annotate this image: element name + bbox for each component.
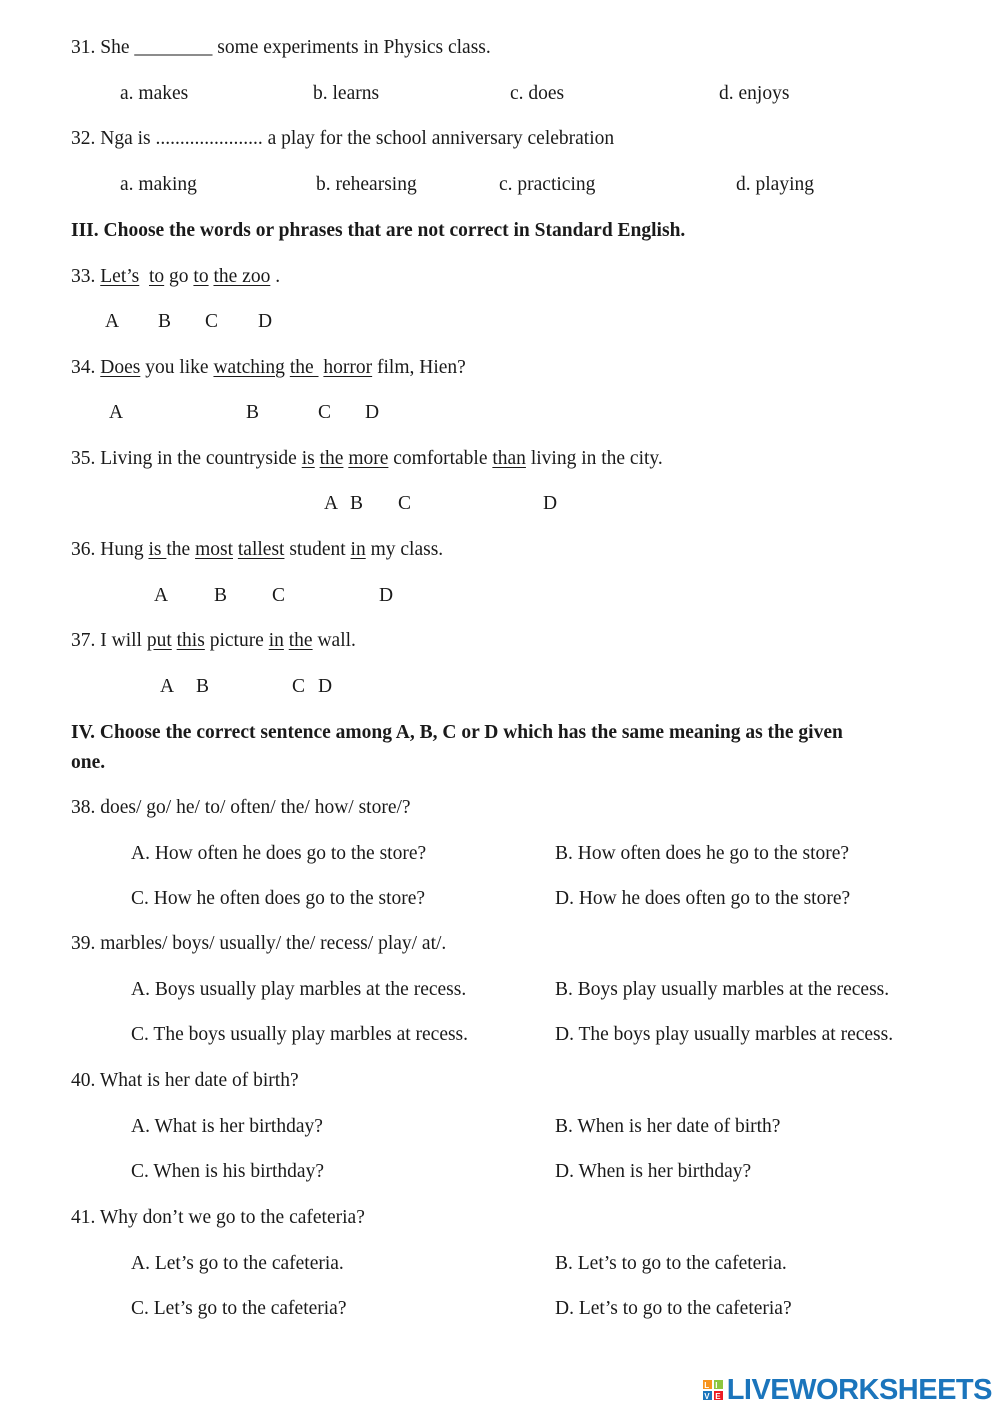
- q31-option-a: a. makes: [120, 83, 189, 104]
- q41-option-c: C. Let’s go to the cafeteria?: [131, 1298, 347, 1319]
- q34-text-1: you like: [145, 357, 209, 378]
- q37-sentence: [71, 629, 356, 653]
- q37-part-d: the: [288, 630, 313, 651]
- q33-sentence: [71, 265, 280, 289]
- q38-stem: 38. does/ go/ he/ to/ often/ the/ how/ store/?: [71, 797, 411, 818]
- liveworksheets-logo: [702, 1373, 992, 1407]
- q36-part-a: is: [148, 539, 167, 560]
- q35-text-1: comfortable: [393, 448, 488, 469]
- q33-part-b: to: [149, 266, 165, 287]
- q33-letter-d: D: [258, 311, 273, 332]
- liveworksheets-logo-icon: [702, 1378, 724, 1402]
- q35-letter-b: B: [350, 493, 364, 514]
- q37-text-1: picture: [209, 630, 264, 651]
- q40-stem: 40. What is her date of birth?: [71, 1070, 299, 1091]
- q34-letter-a: A: [109, 402, 124, 423]
- q37-part-c: in: [268, 630, 284, 651]
- q39-option-c: C. The boys usually play marbles at recess.: [131, 1024, 469, 1045]
- q37-number: 37. I will: [71, 630, 142, 651]
- q35-letter-d: D: [543, 493, 558, 514]
- section-4-heading-line2: one.: [71, 752, 106, 773]
- q40-option-b: B. When is her date of birth?: [555, 1116, 781, 1137]
- q36-number: 36. Hung: [71, 539, 144, 560]
- section-3-heading: III. Choose the words or phrases that are not correct in Standard English.: [71, 220, 686, 241]
- q36-text-2: student: [289, 539, 346, 560]
- q37-part-a: put: [146, 630, 172, 651]
- q40-option-a: A. What is her birthday?: [131, 1116, 323, 1137]
- q34-letter-b: B: [246, 402, 260, 423]
- q32-option-b: b. rehearsing: [316, 174, 417, 195]
- q33-period: .: [275, 266, 281, 287]
- q34-letter-d: D: [365, 402, 380, 423]
- q37-letter-b: B: [196, 676, 210, 697]
- q36-letter-c: C: [272, 585, 286, 606]
- svg-text:I: I: [714, 1381, 718, 1390]
- q34-part-c: the: [289, 357, 319, 378]
- q35-sentence: [71, 447, 663, 471]
- q34-text-2: film, Hien?: [377, 357, 466, 378]
- q34-number: 34.: [71, 357, 96, 378]
- q35-number: 35. Living in the countryside: [71, 448, 297, 469]
- q33-text: go: [169, 266, 189, 287]
- svg-text:V: V: [703, 1392, 710, 1401]
- q37-letter-a: A: [160, 676, 175, 697]
- q32-option-d: d. playing: [736, 174, 814, 195]
- q37-part-b: this: [176, 630, 205, 651]
- q34-part-d: horror: [323, 357, 373, 378]
- q31-option-d: d. enjoys: [719, 83, 790, 104]
- q35-part-c: more: [348, 448, 389, 469]
- q35-letter-c: C: [398, 493, 412, 514]
- q39-option-b: B. Boys play usually marbles at the recess.: [555, 979, 890, 1000]
- q37-letter-c: C: [292, 676, 306, 697]
- q33-letter-b: B: [158, 311, 172, 332]
- q36-text-1: the: [166, 539, 191, 560]
- q33-part-d: the zoo: [213, 266, 271, 287]
- q35-text-2: living in the city.: [530, 448, 663, 469]
- q34-part-b: watching: [213, 357, 285, 378]
- q35-letter-a: A: [324, 493, 339, 514]
- q41-option-a: A. Let’s go to the cafeteria.: [131, 1253, 344, 1274]
- q31-stem: 31. She ________ some experiments in Physics class.: [71, 37, 491, 58]
- q36-text-3: my class.: [370, 539, 444, 560]
- q36-part-d: in: [350, 539, 366, 560]
- q33-number: 33.: [71, 266, 96, 287]
- q41-option-d: D. Let’s to go to the cafeteria?: [555, 1298, 792, 1319]
- q39-option-a: A. Boys usually play marbles at the recess.: [131, 979, 467, 1000]
- svg-text:E: E: [714, 1392, 721, 1401]
- q37-text-2: wall.: [317, 630, 356, 651]
- q36-letter-a: A: [154, 585, 169, 606]
- q38-option-c: C. How he often does go to the store?: [131, 888, 426, 909]
- q33-letter-a: A: [105, 311, 120, 332]
- q32-stem: 32. Nga is ...................... a play for the school anniversary celebration: [71, 128, 615, 149]
- q36-part-b: most: [195, 539, 233, 560]
- q36-sentence: [71, 538, 443, 562]
- q33-part-a: Let’s: [100, 266, 140, 287]
- q31-option-b: b. learns: [313, 83, 380, 104]
- q35-part-a: is: [301, 448, 315, 469]
- q34-part-a: Does: [100, 357, 141, 378]
- q41-stem: 41. Why don’t we go to the cafeteria?: [71, 1207, 365, 1228]
- q36-letter-b: B: [214, 585, 228, 606]
- q39-stem: 39. marbles/ boys/ usually/ the/ recess/ play/ at/.: [71, 933, 447, 954]
- q38-option-b: B. How often does he go to the store?: [555, 843, 850, 864]
- svg-text:L: L: [703, 1381, 709, 1390]
- q32-option-a: a. making: [120, 174, 197, 195]
- q38-option-a: A. How often he does go to the store?: [131, 843, 427, 864]
- section-4-heading-line1: IV. Choose the correct sentence among A, B, C or D which has the same meaning as the given: [71, 722, 843, 743]
- q36-letter-d: D: [379, 585, 394, 606]
- q34-sentence: [71, 356, 466, 380]
- q35-part-d: than: [492, 448, 526, 469]
- q39-option-d: D. The boys play usually marbles at recess.: [555, 1024, 894, 1045]
- q33-letter-c: C: [205, 311, 219, 332]
- q41-option-b: B. Let’s to go to the cafeteria.: [555, 1253, 787, 1274]
- q35-part-b: the: [319, 448, 344, 469]
- q37-letter-d: D: [318, 676, 333, 697]
- liveworksheets-brand-text: LIVEWORKSHEETS: [726, 1373, 992, 1406]
- q38-option-d: D. How he does often go to the store?: [555, 888, 851, 909]
- q36-part-c: tallest: [237, 539, 285, 560]
- q33-part-c: to: [193, 266, 209, 287]
- q32-option-c: c. practicing: [499, 174, 596, 195]
- q34-letter-c: C: [318, 402, 332, 423]
- q40-option-d: D. When is her birthday?: [555, 1161, 752, 1182]
- q31-option-c: c. does: [510, 83, 565, 104]
- q40-option-c: C. When is his birthday?: [131, 1161, 324, 1182]
